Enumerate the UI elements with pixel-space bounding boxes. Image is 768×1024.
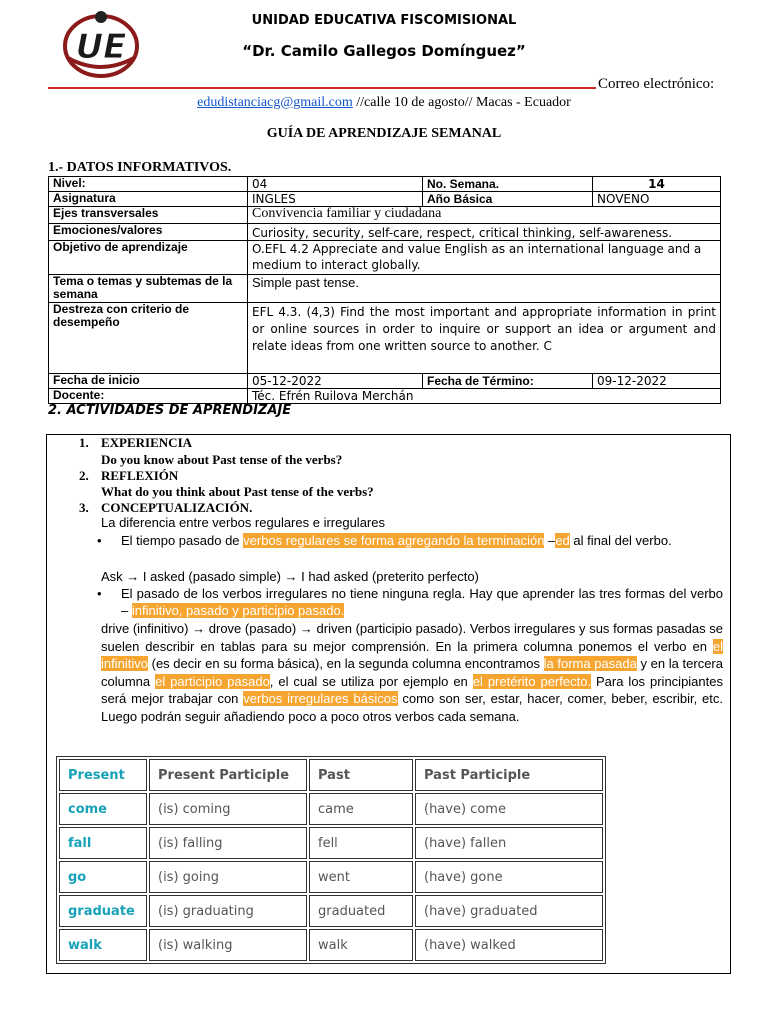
item-reflexion: 2. REFLEXIÓN [79,468,179,483]
logo-lettering: UE [75,27,127,67]
email-label: Correo electrónico: [598,76,715,92]
present-cell: go [59,861,147,893]
docente-value: Téc. Efrén Ruilova Merchán [248,389,721,404]
ejes-label: Ejes transversales [49,207,248,224]
past-participle-cell: (have) walked [415,929,603,961]
fecha-termino-value: 09-12-2022 [593,374,721,389]
present-cell: walk [59,929,147,961]
past-participle-cell: (have) graduated [415,895,603,927]
destreza-value: EFL 4.3. (4,3) Find the most important and appropriate information in print or online sources in order to inquire or support an idea or argument and relate ideas from one written source to another. C [248,303,721,374]
guide-title: GUÍA DE APRENDIZAJE SEMANAL [266,126,502,141]
header-past: Past [309,759,413,791]
row-fechas [49,374,721,389]
row-objetivo [49,241,721,275]
destreza-label: Destreza con criterio de desempeño [49,303,248,374]
row-emociones [49,224,721,241]
intro-line: La diferencia entre verbos regulares e irregulares [101,515,385,530]
past-cell: graduated [309,895,413,927]
present-participle-cell: (is) going [149,861,307,893]
fecha-termino-label: Fecha de Término: [423,374,593,389]
header-divider [48,87,596,89]
school-name: UNIDAD EDUCATIVA FISCOMISIONAL [251,13,517,28]
semana-value: 14 [593,177,721,192]
bullet-icon: • [97,533,102,548]
present-participle-cell: (is) coming [149,793,307,825]
tema-value: Simple past tense. [248,275,721,303]
present-cell: fall [59,827,147,859]
anio-value: NOVENO [593,192,721,207]
school-subname: “Dr. Camilo Gallegos Domínguez” [242,42,526,60]
table-row [59,793,603,825]
question-experiencia: Do you know about Past tense of the verbs? [101,452,343,467]
present-cell: graduate [59,895,147,927]
ask-example: Ask → I asked (pasado simple) → I had asked (preterito perfecto) [101,569,479,584]
emociones-label: Emociones/valores [49,224,248,241]
address-text: //calle 10 de agosto// Macas - Ecuador [352,95,571,110]
past-participle-cell: (have) fallen [415,827,603,859]
asignatura-label: Asignatura [49,192,248,207]
past-cell: fell [309,827,413,859]
row-ejes [49,207,721,224]
bullet-regular-verbs: • El tiempo pasado de verbos regulares se forma agregando la terminación –ed al final del verbo. [97,533,672,548]
past-cell: went [309,861,413,893]
present-participle-cell: (is) falling [149,827,307,859]
email-link[interactable]: edudistanciacg@gmail.com [197,95,353,110]
tema-label: Tema o temas y subtemas de la semana [49,275,248,303]
item-conceptualizacion: 3. CONCEPTUALIZACIÓN. [79,500,253,515]
present-participle-cell: (is) graduating [149,895,307,927]
past-cell: walk [309,929,413,961]
bullet-irregular-verbs: • El pasado de los verbos irregulares no tiene ninguna regla. Hay que aprender las tres formas del verbo – infinitivo, pasado y participio pasado. [97,586,723,618]
row-destreza [49,303,721,374]
present-participle-cell: (is) walking [149,929,307,961]
header-past-participle: Past Participle [415,759,603,791]
semana-label: No. Semana. [423,177,593,192]
table-row [59,895,603,927]
asignatura-value: INGLES [248,192,423,207]
verb-table-header [59,759,603,791]
info-table [48,176,721,404]
row-asignatura [49,192,721,207]
verb-forms-table [56,756,606,964]
past-participle-cell: (have) gone [415,861,603,893]
anio-label: Año Básica [423,192,593,207]
section-1-title: 1.- DATOS INFORMATIVOS. [48,160,232,175]
table-row [59,827,603,859]
fecha-inicio-label: Fecha de inicio [49,374,248,389]
question-reflexion: What do you think about Past tense of the verbs? [101,484,374,499]
header-present-participle: Present Participle [149,759,307,791]
present-cell: come [59,793,147,825]
fecha-inicio-value: 05-12-2022 [248,374,423,389]
row-docente [49,389,721,404]
explanation-paragraph: drive (infinitivo) → drove (pasado) → driven (participio pasado). Verbos irregulares y sus formas pasadas se suelen describir en tablas para su mejor comprensión. En la primera columna ponemos el verbo en el infinitivo (es decir en su forma básica), en la segunda columna encontramos la forma pasada y en la tercera columna el participio pasado, el cual se utiliza por ejemplo en el pretérito perfecto. Para los principiantes será mejor trabajar con verbos irregulares básicos como son ser, estar, hacer, comer, beber, escribir, etc. Luego podrán seguir añadiendo poco a poco otros verbos cada semana. [101,621,724,724]
row-nivel [49,177,721,192]
ejes-value: Convivencia familiar y ciudadana [248,207,721,224]
bullet-icon: • [97,586,102,601]
emociones-value: Curiosity, security, self-care, respect, critical thinking, self-awareness. [248,224,721,241]
table-row [59,861,603,893]
docente-label: Docente: [49,389,248,404]
objetivo-label: Objetivo de aprendizaje [49,241,248,275]
table-row [59,929,603,961]
past-participle-cell: (have) come [415,793,603,825]
header-present: Present [59,759,147,791]
contact-line [0,95,768,111]
nivel-label: Nivel: [49,177,248,192]
section-2-title: 2. ACTIVIDADES DE APRENDIZAJE [48,403,292,418]
row-tema [49,275,721,303]
past-cell: came [309,793,413,825]
nivel-value: 04 [248,177,423,192]
item-experiencia: 1. EXPERIENCIA [79,435,193,450]
objetivo-value: O.EFL 4.2 Appreciate and value English as an international language and a medium to interact globally. [248,241,721,275]
